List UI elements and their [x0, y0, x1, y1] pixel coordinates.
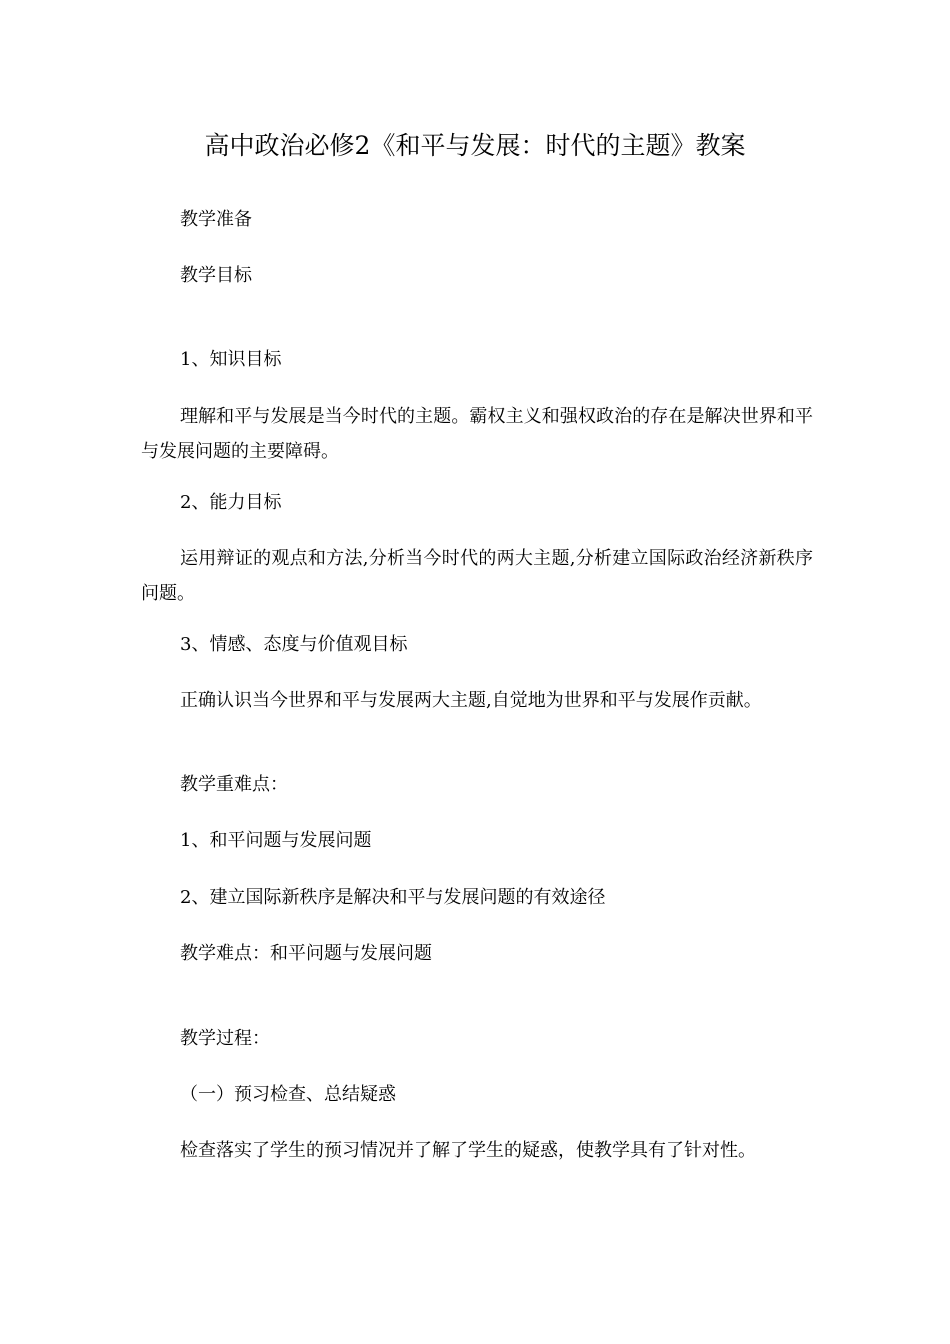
goal3-paragraph: 正确认识当今世界和平与发展两大主题,自觉地为世界和平与发展作贡献。: [180, 690, 762, 711]
process-heading: 教学过程：: [180, 1028, 270, 1049]
goal1-heading: 1、知识目标: [180, 349, 282, 370]
goal2-paragraph: 运用辩证的观点和方法,分析当今时代的两大主题,分析建立国际政治经济新秩序问题。: [141, 548, 813, 604]
goal3-heading: 3、情感、态度与价值观目标: [180, 634, 408, 655]
goal2-heading: 2、能力目标: [180, 492, 282, 513]
key-point-1: 1、和平问题与发展问题: [180, 830, 372, 851]
section-teaching-prep: 教学准备: [180, 209, 252, 230]
key-point-2: 2、建立国际新秩序是解决和平与发展问题的有效途径: [180, 887, 606, 908]
document-title: 高中政治必修2《和平与发展：时代的主题》教案: [204, 131, 746, 160]
step1-paragraph: 检查落实了学生的预习情况并了解了学生的疑惑，使教学具有了针对性。: [180, 1140, 756, 1161]
step1-heading: （一）预习检查、总结疑惑: [180, 1084, 396, 1105]
difficulty-line: 教学难点：和平问题与发展问题: [180, 943, 432, 964]
section-teaching-goals: 教学目标: [180, 265, 252, 286]
goal1-paragraph: 理解和平与发展是当今时代的主题。霸权主义和强权政治的存在是解决世界和平与发展问题的主要障碍。: [141, 406, 813, 462]
key-points-heading: 教学重难点：: [180, 774, 288, 795]
